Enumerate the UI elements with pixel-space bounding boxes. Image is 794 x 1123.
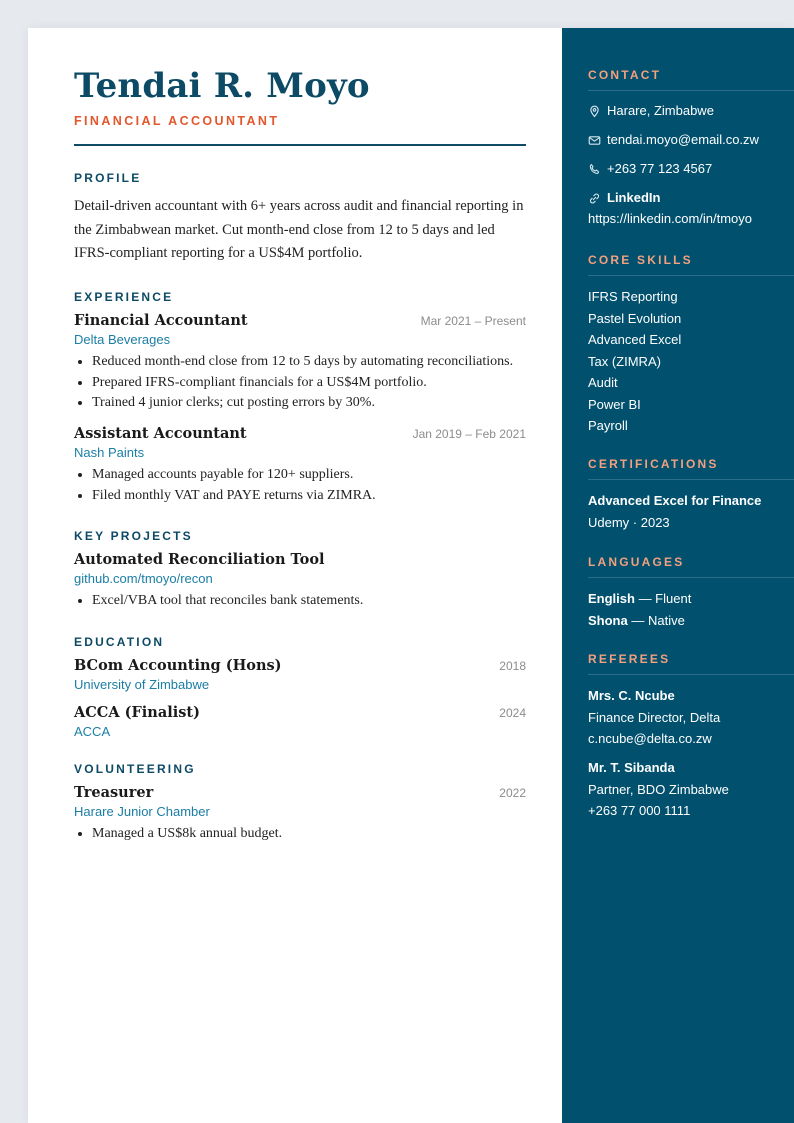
language-item: English — Fluent: [588, 591, 692, 606]
referee-item: [588, 685, 788, 750]
referee-position: Partner, BDO Zimbabwe: [588, 781, 729, 797]
sidebar: [562, 28, 794, 1123]
skill-item: Tax (ZIMRA): [588, 353, 661, 369]
volunteering-heading: VOLUNTEERING: [74, 762, 196, 776]
education-heading: EDUCATION: [74, 635, 165, 649]
certification-name: Advanced Excel for Finance: [588, 493, 762, 508]
project-bullets: [74, 591, 526, 612]
job-bullets: [74, 465, 526, 506]
certification-item: [588, 490, 788, 533]
project-link[interactable]: github.com/tmoyo/recon: [74, 571, 213, 586]
bullet-item: • Reduced month-end close from 12 to 5 days by automating reconciliations.: [92, 352, 526, 373]
languages-heading: LANGUAGES: [588, 555, 794, 578]
referee-item: [588, 757, 788, 822]
phone-icon: [588, 163, 601, 176]
contact-linkedin[interactable]: LinkedIn: [588, 188, 788, 208]
volunteering-entry: [74, 784, 526, 845]
job-bullets: [74, 352, 526, 414]
resume-page: [28, 28, 794, 1123]
skill-item: Payroll: [588, 418, 628, 433]
bullet-item: • Managed accounts payable for 120+ suppliers.: [92, 465, 526, 486]
degree-name: ACCA (Finalist): [74, 704, 200, 721]
linkedin-url[interactable]: https://linkedin.com/in/tmoyo: [588, 211, 753, 226]
project-name: Automated Reconciliation Tool: [74, 551, 325, 568]
skill-item: Power BI: [588, 396, 641, 412]
bullet-item: • Managed a US$8k annual budget.: [92, 824, 526, 845]
school-name: ACCA: [74, 724, 111, 739]
language-item: Shona — Native: [588, 612, 685, 628]
candidate-title: FINANCIAL ACCOUNTANT: [74, 114, 280, 128]
skill-item: Advanced Excel: [588, 332, 682, 347]
experience-heading: EXPERIENCE: [74, 290, 174, 304]
referee-contact[interactable]: c.ncube@delta.co.zw: [588, 731, 712, 746]
languages-list: [588, 588, 788, 631]
contact-block: [588, 101, 788, 230]
volunteer-org: Harare Junior Chamber: [74, 804, 210, 819]
link-icon: [588, 192, 601, 205]
skill-item: Audit: [588, 375, 618, 390]
job-title: Financial Accountant: [74, 312, 248, 329]
profile-heading: PROFILE: [74, 171, 142, 185]
referee-name: Mr. T. Sibanda: [588, 760, 675, 775]
referees-heading: REFEREES: [588, 652, 794, 675]
bullet-item: • Trained 4 junior clerks; cut posting errors by 30%.: [92, 393, 526, 414]
projects-heading: KEY PROJECTS: [74, 529, 193, 543]
header-divider: [74, 144, 526, 146]
skill-item: Pastel Evolution: [588, 310, 682, 326]
job-company: Nash Paints: [74, 445, 145, 460]
referee-contact[interactable]: +263 77 000 1111: [588, 803, 691, 818]
certifications-heading: CERTIFICATIONS: [588, 457, 794, 480]
school-name: University of Zimbabwe: [74, 677, 210, 692]
volunteer-bullets: [74, 824, 526, 845]
skills-heading: CORE SKILLS: [588, 253, 794, 276]
candidate-name: Tendai R. Moyo: [74, 66, 370, 106]
education-year: 2018: [499, 659, 526, 673]
project-entry: [74, 551, 526, 612]
job-dates: Mar 2021 – Present: [420, 314, 526, 328]
referee-position: Finance Director, Delta: [588, 709, 721, 725]
map-pin-icon: [588, 105, 601, 118]
education-entry: [74, 657, 526, 693]
experience-entry: [74, 425, 526, 506]
education-year: 2024: [499, 706, 526, 720]
volunteer-role: Treasurer: [74, 784, 154, 801]
mail-icon: [588, 134, 601, 147]
profile-text: Detail-driven accountant with 6+ years across audit and financial reporting in the Zimbabwean market. Cut month-end close from 12 to 5 days and led IFRS-compliant reporting for a US$4M portfolio.: [74, 198, 524, 261]
education-entry: [74, 704, 526, 740]
bullet-item: • Excel/VBA tool that reconciles bank statements.: [92, 591, 526, 612]
volunteer-year: 2022: [499, 786, 526, 800]
contact-heading: CONTACT: [588, 68, 794, 91]
contact-location: Harare, Zimbabwe: [588, 101, 788, 121]
certification-detail: Udemy · 2023: [588, 514, 670, 530]
contact-email[interactable]: tendai.moyo@email.co.zw: [588, 130, 788, 150]
experience-entry: [74, 312, 526, 414]
job-dates: Jan 2019 – Feb 2021: [412, 427, 526, 441]
degree-name: BCom Accounting (Hons): [74, 657, 282, 674]
skill-item: IFRS Reporting: [588, 289, 678, 304]
job-company: Delta Beverages: [74, 332, 171, 347]
bullet-item: • Prepared IFRS-compliant financials for a US$4M portfolio.: [92, 373, 526, 394]
referee-name: Mrs. C. Ncube: [588, 688, 675, 703]
job-title: Assistant Accountant: [74, 425, 247, 442]
bullet-item: • Filed monthly VAT and PAYE returns via ZIMRA.: [92, 486, 526, 507]
contact-phone[interactable]: +263 77 123 4567: [588, 159, 788, 179]
skills-list: [588, 286, 788, 437]
